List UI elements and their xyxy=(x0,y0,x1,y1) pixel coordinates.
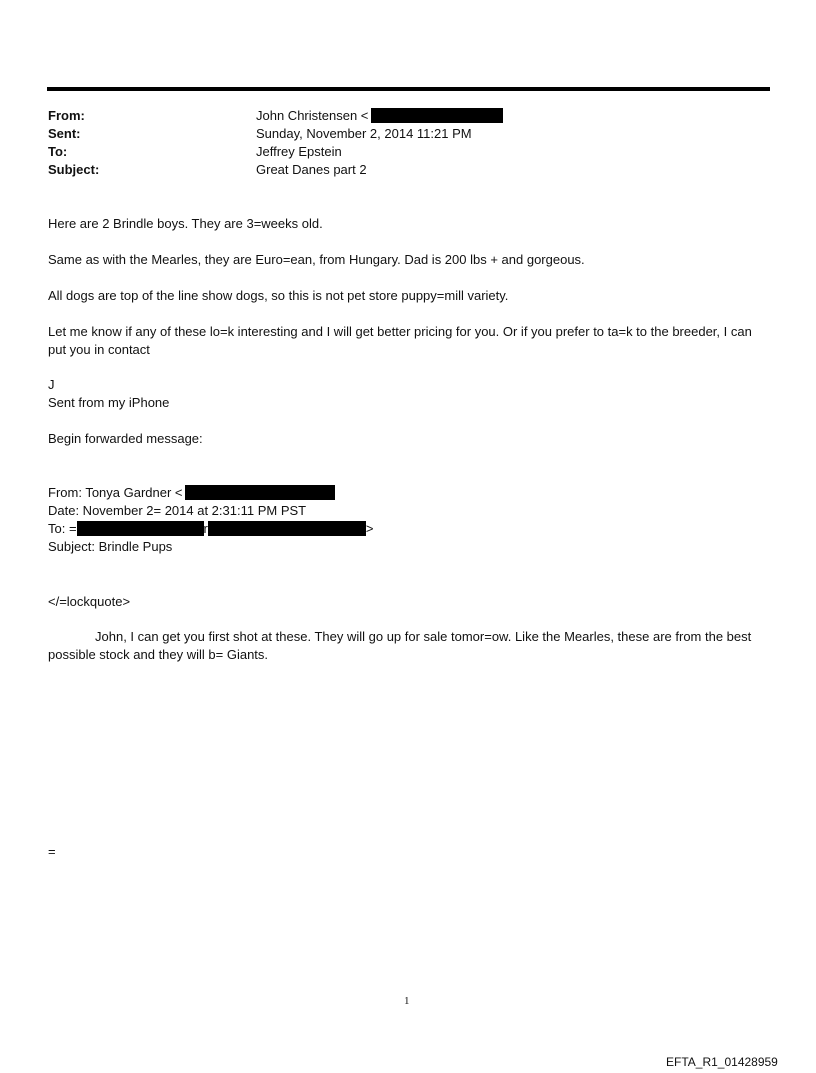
from-value xyxy=(256,107,503,125)
sent-value: Sunday, November 2, 2014 11:21 PM xyxy=(256,126,472,141)
body-paragraph-3: All dogs are top of the line show dogs, so this is not pet store puppy=mill variety. xyxy=(48,288,509,303)
trailing-equals: = xyxy=(48,844,56,859)
redaction-block xyxy=(77,521,204,536)
subject-label: Subject: xyxy=(48,162,100,177)
header-rule xyxy=(47,87,770,91)
forwarded-message: John, I can get you first shot at these. They will go up for sale tomor=ow. Like the Mearles, these are from the best possible stock and they will b= Giants. xyxy=(48,629,752,662)
forwarded-to xyxy=(48,520,770,538)
forwarded-to-suffix: > xyxy=(365,521,374,536)
redaction-block xyxy=(185,485,335,500)
to-value: Jeffrey Epstein xyxy=(256,144,342,159)
forward-intro: Begin forwarded message: xyxy=(48,431,203,446)
forwarded-to-mid: r xyxy=(203,521,208,536)
footer-document-id: EFTA_R1_01428959 xyxy=(666,1055,778,1069)
forwarded-from xyxy=(48,484,770,502)
page-number: 1 xyxy=(404,995,410,1007)
forwarded-date: Date: November 2= 2014 at 2:31:11 PM PST xyxy=(48,503,307,518)
forwarded-to-prefix: To: = xyxy=(48,521,77,536)
to-label: To: xyxy=(48,144,68,159)
redaction-block xyxy=(371,108,503,123)
sent-label: Sent: xyxy=(48,126,81,141)
body-paragraph-2: Same as with the Mearles, they are Euro=ean, from Hungary. Dad is 200 lbs + and gorgeous. xyxy=(48,252,585,267)
from-label: From: xyxy=(48,108,85,123)
signature-device: Sent from my iPhone xyxy=(48,395,170,410)
forwarded-subject: Subject: Brindle Pups xyxy=(48,539,173,554)
from-name: John Christensen < xyxy=(256,108,369,123)
body-paragraph-1: Here are 2 Brindle boys. They are 3=weeks old. xyxy=(48,216,323,231)
subject-value: Great Danes part 2 xyxy=(256,162,367,177)
signature-initial: J xyxy=(48,377,55,392)
lockquote-artifact: </=lockquote> xyxy=(48,594,131,609)
body-paragraph-4: Let me know if any of these lo=k interesting and I will get better pricing for you. Or if you prefer to ta=k to the breeder, I can put you in contact xyxy=(48,324,752,357)
forwarded-from-text: From: Tonya Gardner < xyxy=(48,485,183,500)
redaction-block xyxy=(208,521,366,536)
